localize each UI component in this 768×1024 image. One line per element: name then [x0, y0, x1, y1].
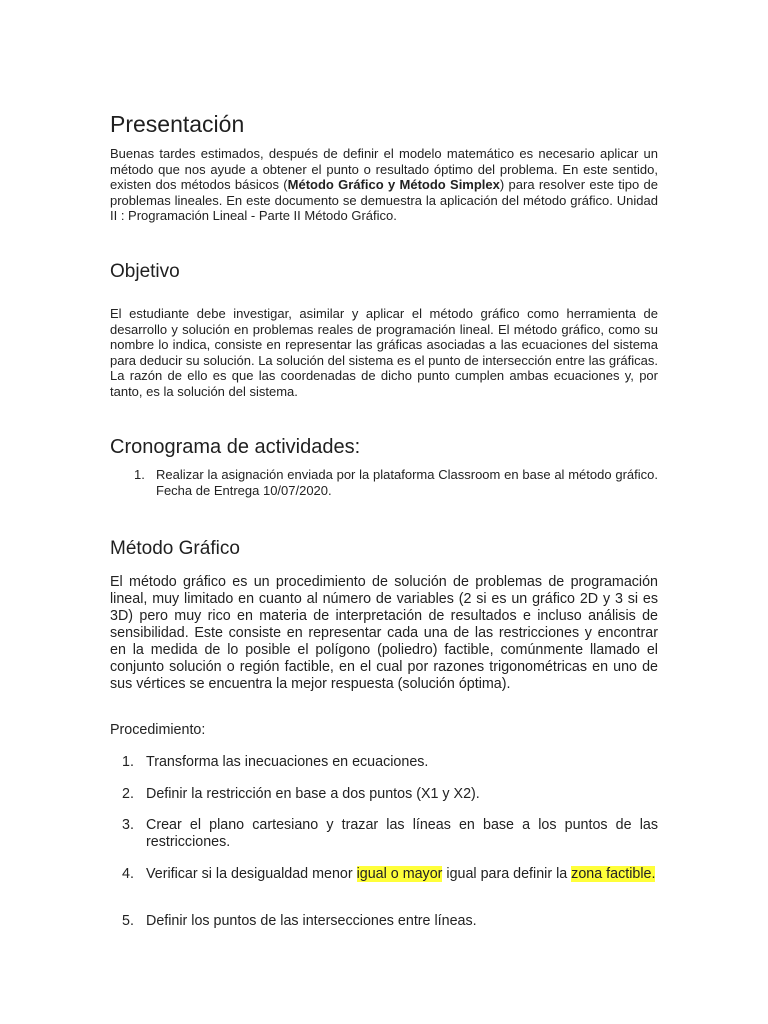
step-text: Crear el plano cartesiano y trazar las líneas en base a los puntos de las restricciones.	[146, 817, 658, 850]
metodo-heading: Método Gráfico	[110, 538, 240, 559]
presentacion-text-1: Buenas tardes estimados, después de definir el modelo matemático es necesario aplicar un método que nos ayude a obtener el punto o resultado óptimo del problema. En este sentido, existen dos métodos básicos (	[110, 146, 658, 193]
step-number: 3.	[122, 817, 134, 833]
step-text: Transforma las inecuaciones en ecuaciones.	[146, 754, 429, 770]
cronograma-item	[134, 467, 658, 498]
procedure-step	[122, 786, 658, 803]
step-text	[122, 866, 658, 883]
objetivo-heading: Objetivo	[110, 261, 180, 282]
step-text-part: Verificar si la desigualdad menor	[146, 866, 357, 882]
cronograma-heading: Cronograma de actividades:	[110, 436, 361, 458]
step-number: 1.	[122, 754, 134, 770]
procedure-step	[122, 754, 658, 771]
presentacion-text-2: ) para resolver este tipo de problemas lineales. En este documento se demuestra la aplicación del método gráfico. Unidad II : Programación Lineal - Parte II Método Gráfico.	[110, 177, 658, 224]
presentacion-paragraph	[110, 146, 658, 224]
presentacion-text-bold: Método Gráfico y Método Simplex	[287, 177, 500, 193]
procedure-step	[122, 866, 658, 883]
highlighted-text: zona factible.	[571, 866, 656, 882]
cronograma-item-number: 1.	[134, 467, 145, 482]
procedimiento-label: Procedimiento:	[110, 722, 206, 738]
procedure-step	[122, 913, 658, 930]
step-text: Definir los puntos de las intersecciones entre líneas.	[146, 913, 477, 929]
step-number: 4.	[122, 866, 134, 882]
step-text: Definir la restricción en base a dos puntos (X1 y X2).	[146, 786, 480, 802]
procedure-step	[122, 817, 658, 851]
step-number: 5.	[122, 913, 134, 929]
presentacion-heading: Presentación	[110, 111, 245, 137]
metodo-paragraph: El método gráfico es un procedimiento de solución de problemas de programación lineal, muy limitado en cuanto al número de variables (2 si es un gráfico 2D y 3 si es 3D) pero muy rico en materia de interpretación de resultados e incluso análisis de sensibilidad. Este consiste en representar cada una de las restricciones y encontrar en la medida de lo posible el polígono (poliedro) factible, comúnmente llamado el conjunto solución o región factible, en el cual por razones trigonométricas en uno de sus vértices se encuentra la mejor respuesta (solución óptima).	[110, 574, 658, 692]
step-number: 2.	[122, 786, 134, 802]
objetivo-paragraph: El estudiante debe investigar, asimilar y aplicar el método gráfico como herramienta de desarrollo y solución en problemas reales de programación lineal. El método gráfico, como su nombre lo indica, consiste en representar las gráficas asociadas a las ecuaciones del sistema para deducir su solución. La solución del sistema es el punto de intersección entre las gráficas. La razón de ello es que las coordenadas de dicho punto cumplen ambas ecuaciones y, por tanto, es la solución del sistema.	[110, 306, 658, 399]
step-text-part: igual para definir la	[442, 866, 572, 882]
cronograma-item-text: Realizar la asignación enviada por la plataforma Classroom en base al método gráfico. Fecha de Entrega 10/07/2020.	[156, 467, 658, 498]
highlighted-text: igual o mayor	[356, 866, 443, 882]
